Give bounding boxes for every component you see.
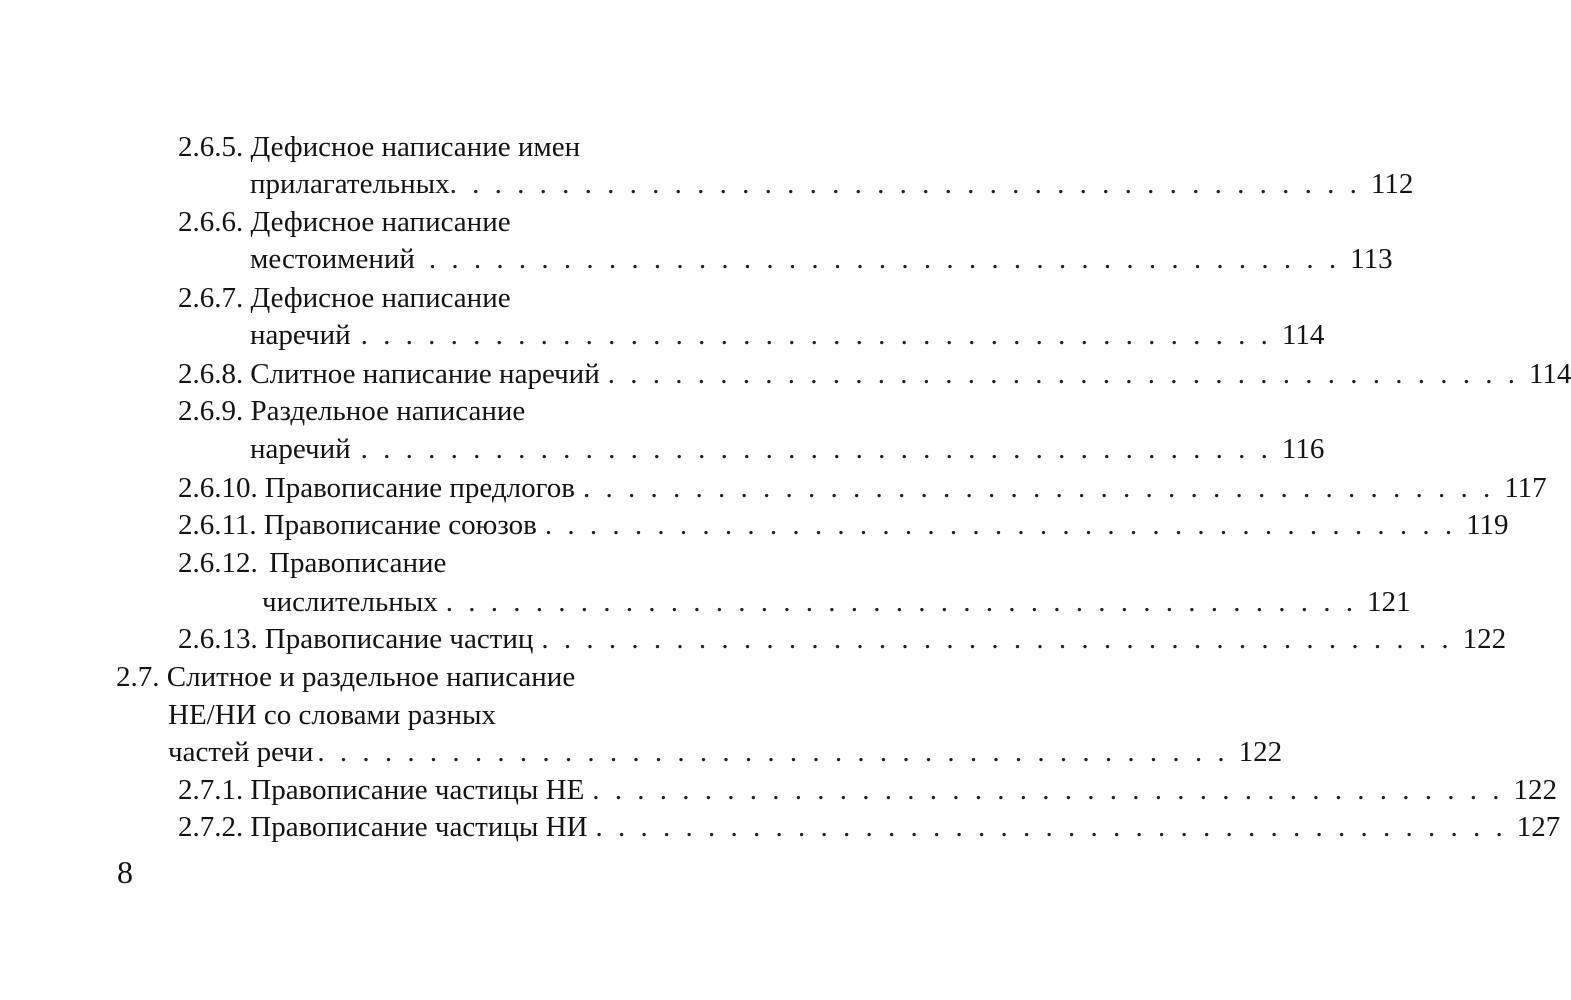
toc-entry-2-6-13[interactable]: [0, 620, 1507, 658]
toc-entry-title: Правописание частицы НЕ: [250, 774, 585, 806]
toc-entry-title: Дефисное написание имен: [250, 131, 581, 163]
dot-leader: . . . . . . . . . . . . . . . . . . . . . . . . . . . . . . . . . . . . . . . . .: [595, 811, 1507, 843]
toc-entry-2-6-6-continuation[interactable]: [0, 240, 1393, 278]
toc-entry-page: 122: [1513, 774, 1558, 806]
dot-leader: . . . . . . . . . . . . . . . . . . . . . . . . . . . . . . . . . . . . . . . . .: [541, 623, 1453, 655]
toc-entry-page: 127: [1516, 811, 1561, 843]
toc-entry-2-6-12-continuation[interactable]: [0, 583, 1411, 621]
toc-entry-number: 2.7.2.: [178, 811, 244, 843]
toc-entry-page: 119: [1466, 509, 1509, 541]
toc-entry-title: Слитное и раздельное написание: [166, 661, 576, 693]
toc-entry-number: 2.7.1.: [178, 774, 244, 806]
toc-entry-2-6-9[interactable]: [0, 392, 800, 430]
toc-entry-number: 2.6.6.: [178, 206, 244, 238]
toc-entry-2-6-7[interactable]: [0, 279, 800, 317]
toc-entry-number: 2.6.8.: [178, 358, 244, 390]
toc-entry-title: Слитное написание наречий: [250, 358, 600, 390]
toc-entry-title: Правописание частиц: [264, 623, 534, 655]
toc-entry-title-line2: НЕ/НИ со словами разных: [168, 699, 496, 731]
toc-entry-number: 2.6.12.: [178, 547, 258, 579]
toc-entry-title: Правописание частицы НИ: [250, 811, 588, 843]
toc-entry-title: Правописание: [269, 547, 447, 579]
toc-entry-2-6-7-continuation[interactable]: [0, 316, 1325, 354]
toc-entry-page: 112: [1370, 168, 1414, 200]
toc-entry-number: 2.6.13.: [178, 623, 258, 655]
toc-entry-page: 122: [1462, 623, 1507, 655]
toc-entry-2-6-11[interactable]: [0, 506, 1509, 544]
toc-section-2-7-continuation[interactable]: [0, 733, 1283, 771]
toc-entry-2-6-5[interactable]: [0, 128, 800, 166]
toc-entry-title: Правописание союзов: [263, 509, 537, 541]
dot-leader: . . . . . . . . . . . . . . . . . . . . . . . . . . . . . . . . . . . . . . . . .: [592, 774, 1504, 806]
toc-entry-page: 116: [1281, 433, 1325, 465]
dot-leader: . . . . . . . . . . . . . . . . . . . . . . . . . . . . . . . . . . . . . . . . .: [445, 586, 1357, 618]
toc-entry-page: 114: [1528, 358, 1571, 390]
toc-entry-page: 117: [1504, 472, 1547, 504]
toc-entry-title: Раздельное написание: [250, 395, 526, 427]
dot-leader: . . . . . . . . . . . . . . . . . . . . . . . . . . . . . . . . . . . . . . . . .: [428, 243, 1341, 275]
toc-entry-2-6-6[interactable]: [0, 203, 800, 241]
toc-entry-2-6-8[interactable]: [0, 355, 1571, 393]
toc-entry-page: 122: [1238, 736, 1283, 768]
toc-entry-page: 114: [1281, 319, 1325, 351]
toc-entry-2-7-1[interactable]: [0, 771, 1558, 809]
toc-entry-number: 2.6.5.: [178, 131, 244, 163]
dot-leader: . . . . . . . . . . . . . . . . . . . . . . . . . . . . . . . . . . . . . . . . .: [582, 472, 1495, 504]
dot-leader: . . . . . . . . . . . . . . . . . . . . . . . . . . . . . . . . . . . . . . . . .: [360, 319, 1272, 351]
dot-leader: . . . . . . . . . . . . . . . . . . . . . . . . . . . . . . . . . . . . . . . . .: [544, 509, 1457, 541]
toc-entry-2-6-9-continuation[interactable]: [0, 430, 1325, 468]
toc-entry-number: 2.6.10.: [178, 472, 258, 504]
toc-entry-2-7-2[interactable]: [0, 808, 1561, 846]
toc-entry-2-6-10[interactable]: [0, 469, 1547, 507]
toc-entry-continuation: частей речи: [168, 736, 314, 768]
page-number: 8: [117, 854, 133, 890]
toc-entry-number: 2.6.9.: [178, 395, 244, 427]
toc-entry-2-6-12[interactable]: [0, 544, 800, 582]
toc-entry-number: 2.6.7.: [178, 282, 244, 314]
toc-entry-title: Дефисное написание: [250, 206, 511, 238]
dot-leader: . . . . . . . . . . . . . . . . . . . . . . . . . . . . . . . . . . . . . . . . .: [360, 433, 1272, 465]
dot-leader: . . . . . . . . . . . . . . . . . . . . . . . . . . . . . . . . . . . . . . . . .: [607, 358, 1519, 390]
toc-entry-number: 2.6.11.: [178, 509, 257, 541]
toc-section-2-7[interactable]: [0, 658, 800, 696]
toc-entry-page: 113: [1350, 243, 1393, 275]
toc-entry-number: 2.7.: [116, 661, 160, 693]
toc-entry-continuation: местоимений: [250, 243, 415, 275]
dot-leader: . . . . . . . . . . . . . . . . . . . . . . . . . . . . . . . . . . . . . . . . .: [449, 168, 1361, 200]
toc-entry-2-6-5-continuation[interactable]: [0, 165, 1414, 203]
toc-entry-page: 121: [1366, 586, 1411, 618]
toc-section-2-7-line2[interactable]: [0, 696, 800, 734]
toc-entry-continuation: числительных: [262, 586, 438, 618]
toc-entry-continuation: прилагательных: [250, 168, 450, 200]
toc-entry-title: Правописание предлогов: [264, 472, 575, 504]
toc-entry-title: Дефисное написание: [250, 282, 511, 314]
dot-leader: . . . . . . . . . . . . . . . . . . . . . . . . . . . . . . . . . . . . . . . . .: [317, 736, 1229, 768]
toc-entry-continuation: наречий: [250, 433, 351, 465]
toc-entry-continuation: наречий: [250, 319, 351, 351]
